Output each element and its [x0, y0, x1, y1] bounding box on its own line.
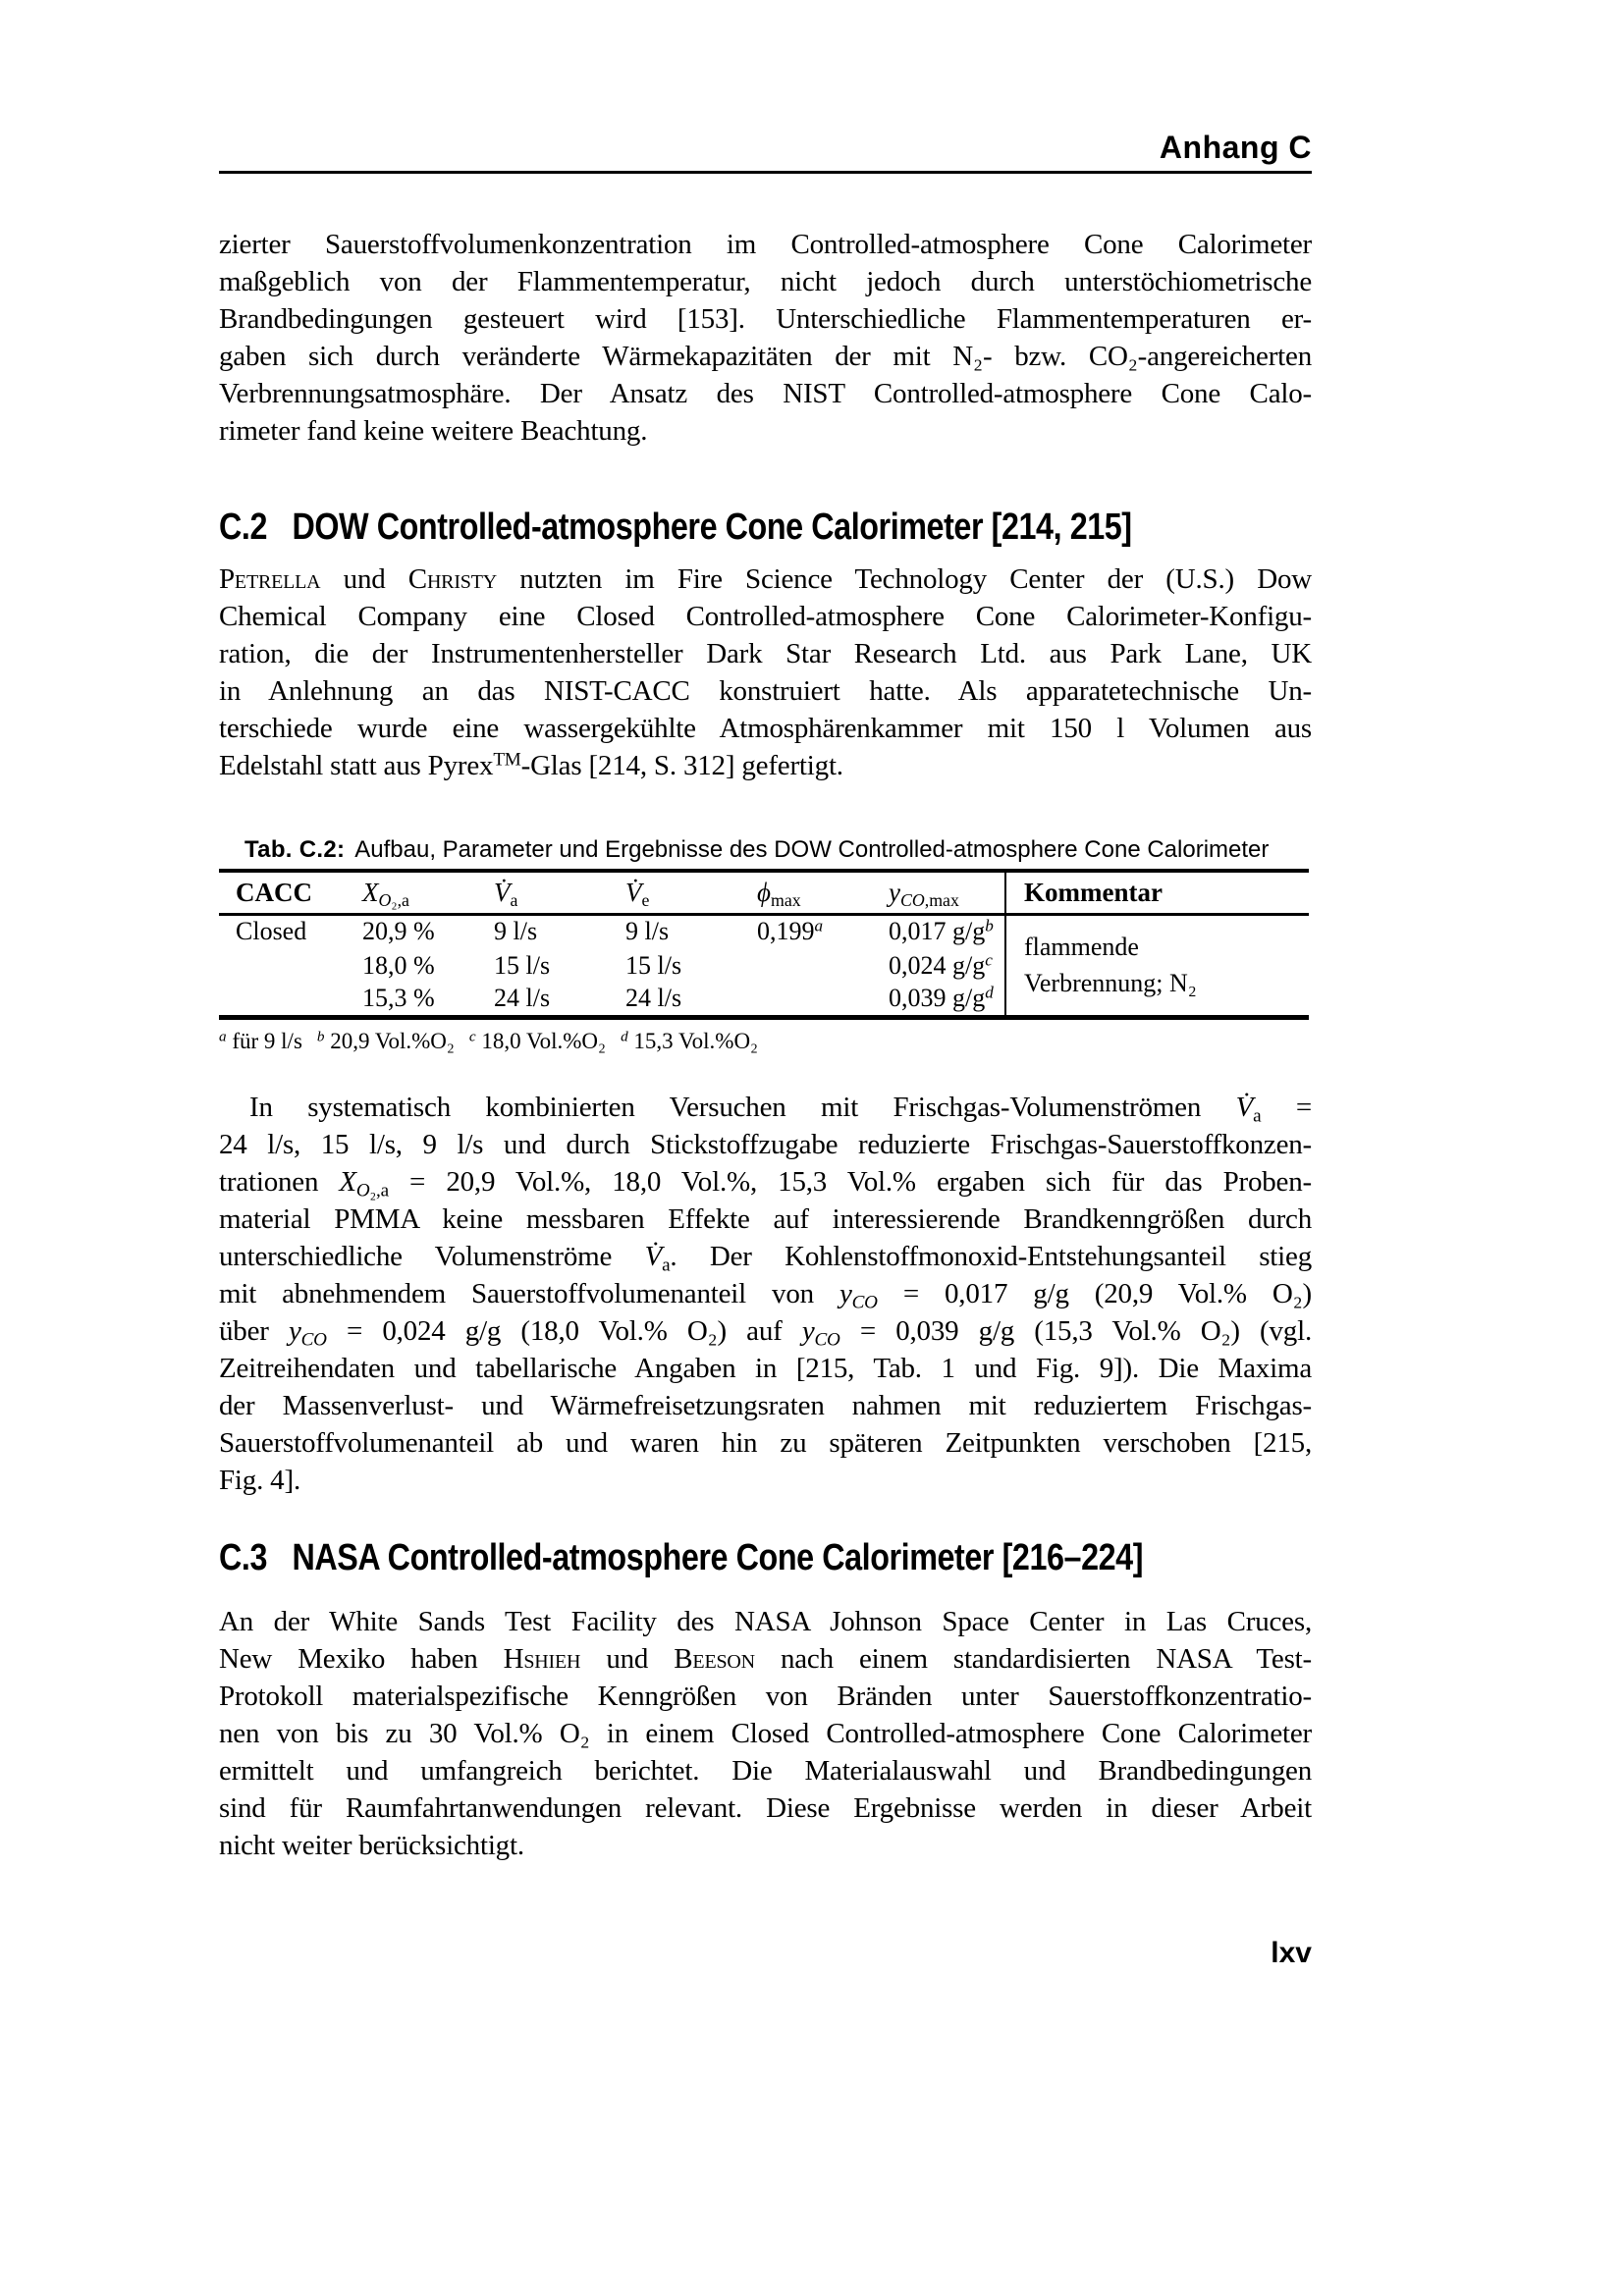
cell-phimax [757, 948, 889, 983]
text-line: rimeter fand keine weitere Beachtung. [219, 415, 648, 447]
text-line: sind für Raumfahrtanwendungen relevant. Diese Ergebnisse werden in dieser Arbeit [219, 1791, 1312, 1824]
cell-kommentar [1005, 914, 1309, 1017]
text-line: material PMMA keine messbaren Effekte auf interessierende Brandkenngrößen durch [219, 1202, 1312, 1235]
text-line: Petrella und Christy nutzten im Fire Science Technology Center der (U.S.) Dow [219, 563, 1312, 595]
section-title: NASA Controlled-atmosphere Cone Calorimeter [216–224] [292, 1536, 1144, 1578]
text-line: Chemical Company eine Closed Controlled-atmosphere Cone Calorimeter-Konfigu- [219, 601, 1312, 632]
page-content [219, 0, 1312, 1970]
kommentar-line: flammende [1024, 933, 1139, 961]
text-line: ration, die der Instrumentenhersteller Dark Star Research Ltd. aus Park Lane, UK [219, 638, 1312, 669]
cell-va: 15 l/s [494, 950, 551, 980]
text-line: gaben sich durch veränderte Wärmekapazitäten der mit N₂- bzw. CO₂-angereicherten [219, 341, 1312, 372]
col-header-cacc: CACC [219, 871, 362, 914]
section-heading-c3 [219, 1536, 1148, 1579]
text-line: mit abnehmendem Sauerstoffvolumenanteil von $y_{CO} = 0,017$ g/g (20,9 Vol.% O₂) [219, 1277, 1312, 1312]
text-line: zierter Sauerstoffvolumenkonzentration im Controlled-atmosphere Cone Calorimeter [219, 229, 1312, 260]
text-line: An der White Sands Test Facility des NASA Johnson Space Center in Las Cruces, [219, 1605, 1312, 1637]
cell-va: 24 l/s [494, 984, 551, 1013]
text-line: In systematisch kombinierten Versuchen mit Frischgas-Volumenströmen $V̇_a$ = [249, 1091, 1312, 1126]
table-header-row [219, 871, 1309, 914]
section-number: C.2 [219, 507, 267, 548]
text-line: Fig. 4]. [219, 1464, 300, 1496]
cell-ve: 15 l/s [625, 950, 682, 980]
text-line: maßgeblich von der Flammentemperatur, nicht jedoch durch unterstöchiometrische [219, 266, 1312, 297]
data-table [219, 869, 1309, 1020]
cell-cacc [219, 983, 362, 1017]
text-line: über $y_{CO} = 0,024$ g/g (18,0 Vol.% O₂) auf $y_{CO} = 0,039$ g/g (15,3 Vol.% O₂) (vgl. [219, 1314, 1313, 1350]
text-line: 24 l/s, 15 l/s, 9 l/s und durch Stickstoffzugabe reduzierte Frischgas-Sauerstoffkonzen- [219, 1128, 1312, 1160]
paragraph-results [219, 1089, 1312, 1499]
text-line: Sauerstoffvolumenanteil ab und waren hin zu späteren Zeitpunkten verschoben [215, [219, 1426, 1312, 1459]
cell-ve: 9 l/s [625, 917, 670, 946]
text-line: in Anlehnung an das NIST-CACC konstruiert hatte. Als apparatetechnische Un- [219, 675, 1312, 707]
cell-ve: 24 l/s [625, 984, 682, 1013]
paragraph-intro [219, 226, 1312, 450]
col-header-ve: $V̇_e$ [625, 871, 757, 914]
paragraph-dow [219, 561, 1312, 784]
text-line: New Mexiko haben Hshieh und Beeson nach einem standardisierten NASA Test- [219, 1642, 1312, 1675]
header-rule [219, 171, 1312, 174]
text-line: Brandbedingungen gesteuert wird [153]. Unterschiedliche Flammentemperaturen er- [219, 303, 1312, 335]
cell-xo2a: 20,9 % [362, 917, 435, 946]
table-row [219, 914, 1309, 948]
section-title: DOW Controlled-atmosphere Cone Calorimeter [214, 215] [292, 507, 1132, 548]
cell-ycomax: 0,039 $g/g^d$ [889, 983, 994, 1013]
cell-xo2a: 18,0 % [362, 950, 435, 980]
text-line: unterschiedliche Volumenströme $V̇_a$. Der Kohlenstoffmonoxid-Entstehungsanteil stieg [219, 1240, 1312, 1275]
table-footnote: $^c$ 18,0 Vol.%O₂ [468, 1027, 607, 1053]
text-line: Verbrennungsatmosphäre. Der Ansatz des NIST Controlled-atmosphere Cone Calo- [219, 378, 1312, 409]
cell-xo2a: 15,3 % [362, 984, 435, 1013]
table-caption [219, 835, 1312, 865]
table-footnotes [219, 1028, 1312, 1055]
text-line: Zeitreihendaten und tabellarische Angaben in [215, Tab. 1 und Fig. 9]). Die Maxima [219, 1352, 1312, 1384]
cell-va: 9 l/s [494, 917, 538, 946]
page-number: lxv [1271, 1936, 1312, 1969]
running-head: Anhang C [1159, 130, 1312, 165]
cell-cacc [219, 948, 362, 983]
cell-cacc: Closed [236, 917, 307, 946]
section-number: C.3 [219, 1536, 267, 1578]
cell-phimax: 0,199$^a$ [757, 916, 824, 946]
text-line: nicht weiter berücksichtigt. [219, 1829, 524, 1861]
cell-ycomax: 0,024 $g/g^c$ [889, 949, 993, 980]
table-footnote: $^b$ 20,9 Vol.%O₂ [316, 1027, 455, 1053]
col-header-ycomax: $y_{CO,max}$ [889, 871, 1005, 914]
table-caption-text: Aufbau, Parameter und Ergebnisse des DOW Controlled-atmosphere Cone Calorimeter [354, 836, 1270, 863]
kommentar-line: Verbrennung; N₂ [1024, 969, 1197, 997]
page-header [219, 128, 1312, 174]
cell-ycomax: 0,017 $g/g^b$ [889, 916, 994, 946]
table-footnote: $^d$ 15,3 Vol.%O₂ [621, 1027, 759, 1053]
text-line: terschiede wurde eine wassergekühlte Atmosphärenkammer mit 150 l Volumen aus [219, 713, 1312, 744]
text-line: Protokoll materialspezifische Kenngrößen von Bränden unter Sauerstoffkonzentratio- [219, 1680, 1312, 1712]
col-header-phimax: $\phi_{max}$ [757, 871, 889, 914]
col-header-kommentar: Kommentar [1005, 871, 1309, 914]
text-line: ermittelt und umfangreich berichtet. Die Materialauswahl und Brandbedingungen [219, 1754, 1312, 1787]
table-footnote: $^a$ für 9 l/s [219, 1027, 302, 1053]
text-line: nen von bis zu 30 Vol.% O₂ in einem Closed Controlled-atmosphere Cone Calorimeter [219, 1717, 1312, 1749]
text-line: trationen $X_{O_2,a} = 20,9$ Vol.%, 18,0 Vol.%, 15,3 Vol.% ergaben sich für das Proben- [219, 1165, 1312, 1201]
col-header-xo2a: $X_{O_2,a}$ [362, 871, 494, 914]
paragraph-nasa [219, 1603, 1312, 1864]
text-line: Edelstahl statt aus Pyrex™-Glas [214, S. 312] gefertigt. [219, 749, 843, 781]
cell-phimax [757, 983, 889, 1017]
text-line: der Massenverlust- und Wärmefreisetzungsraten nahmen mit reduziertem Frischgas- [219, 1389, 1312, 1421]
table-caption-label: Tab. C.2: [244, 836, 346, 863]
col-header-va: $V̇_a$ [494, 871, 625, 914]
section-heading-c2 [219, 506, 1148, 549]
